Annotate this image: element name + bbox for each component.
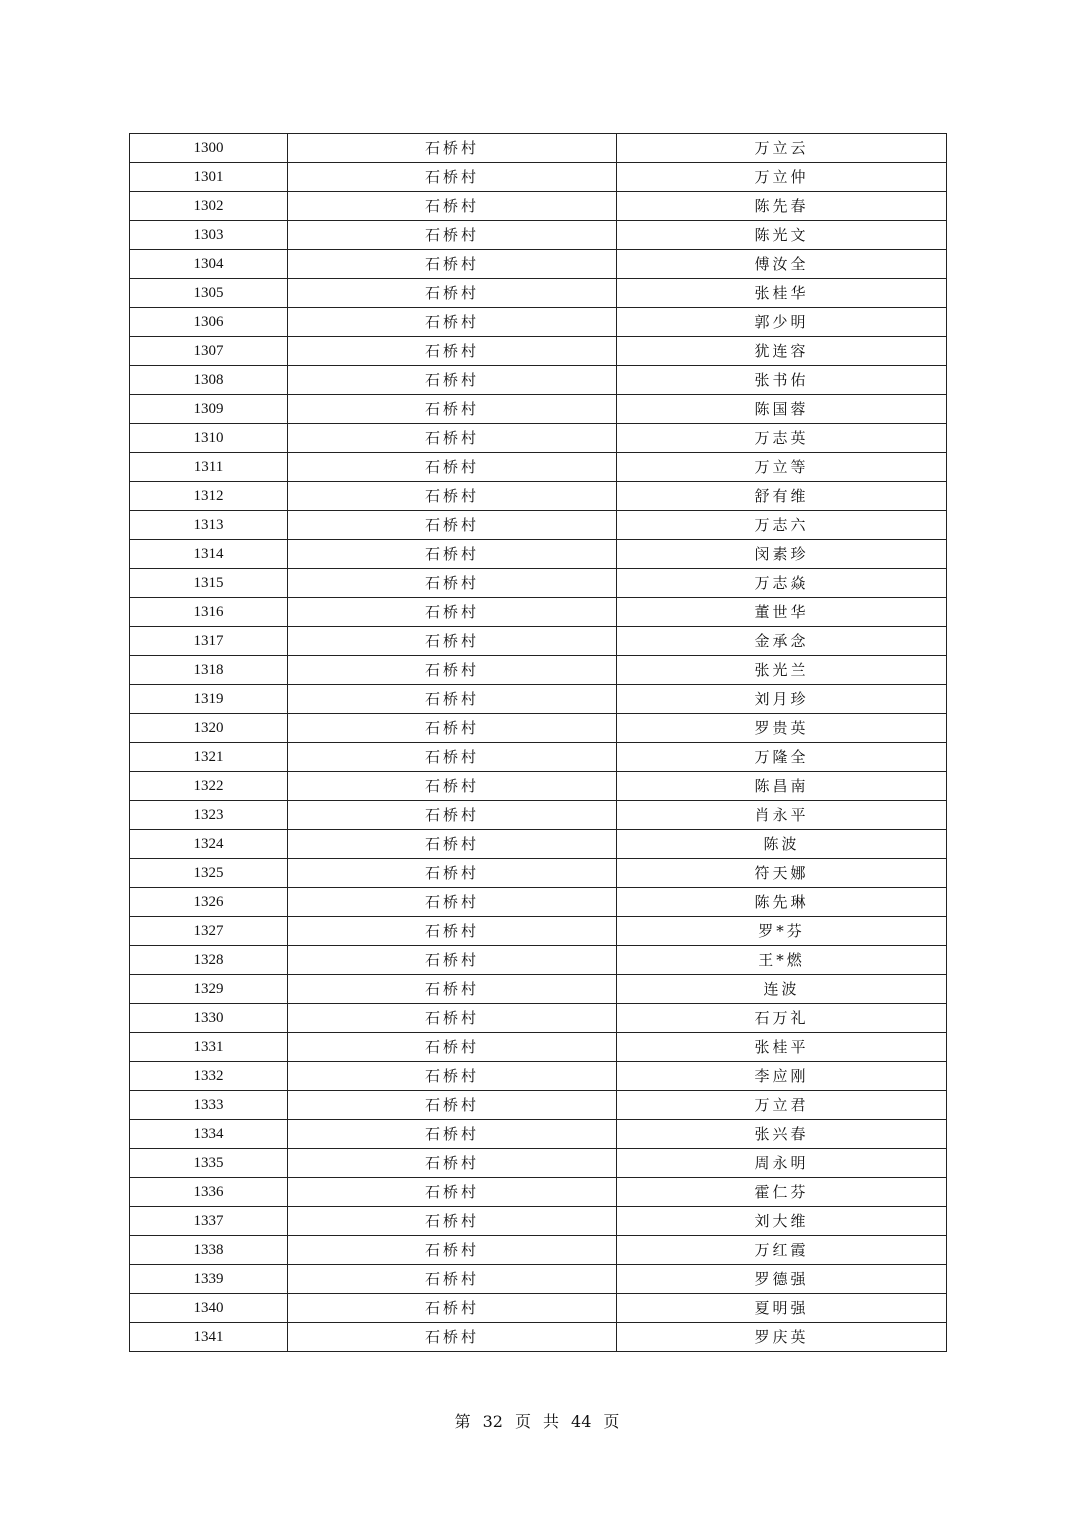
table-row — [130, 134, 947, 163]
row-number-cell: 1321 — [130, 743, 288, 772]
name-cell: 张桂平 — [617, 1033, 947, 1062]
table-row — [130, 511, 947, 540]
row-number-cell: 1326 — [130, 888, 288, 917]
table-row — [130, 975, 947, 1004]
table-row — [130, 743, 947, 772]
name-cell: 陈光文 — [617, 221, 947, 250]
village-cell: 石桥村 — [288, 366, 617, 395]
village-cell: 石桥村 — [288, 1033, 617, 1062]
table-row — [130, 192, 947, 221]
footer-suffix: 页 — [603, 1412, 620, 1431]
village-cell: 石桥村 — [288, 569, 617, 598]
footer-prefix: 第 — [454, 1412, 471, 1431]
row-number-cell: 1301 — [130, 163, 288, 192]
village-cell: 石桥村 — [288, 134, 617, 163]
footer-total-pages: 44 — [571, 1412, 592, 1431]
village-cell: 石桥村 — [288, 192, 617, 221]
row-number-cell: 1310 — [130, 424, 288, 453]
row-number-cell: 1324 — [130, 830, 288, 859]
row-number-cell: 1333 — [130, 1091, 288, 1120]
name-cell: 万红霞 — [617, 1236, 947, 1265]
table-row — [130, 888, 947, 917]
village-cell: 石桥村 — [288, 830, 617, 859]
table-row — [130, 714, 947, 743]
row-number-cell: 1300 — [130, 134, 288, 163]
table-row — [130, 1033, 947, 1062]
village-cell: 石桥村 — [288, 859, 617, 888]
table-row — [130, 917, 947, 946]
village-cell: 石桥村 — [288, 714, 617, 743]
row-number-cell: 1323 — [130, 801, 288, 830]
row-number-cell: 1330 — [130, 1004, 288, 1033]
roster-table-body — [130, 134, 947, 1352]
village-cell: 石桥村 — [288, 308, 617, 337]
row-number-cell: 1325 — [130, 859, 288, 888]
village-cell: 石桥村 — [288, 482, 617, 511]
table-row — [130, 1178, 947, 1207]
table-row — [130, 163, 947, 192]
row-number-cell: 1306 — [130, 308, 288, 337]
table-row — [130, 1294, 947, 1323]
row-number-cell: 1303 — [130, 221, 288, 250]
name-cell: 罗贵英 — [617, 714, 947, 743]
village-cell: 石桥村 — [288, 743, 617, 772]
name-cell: 石万礼 — [617, 1004, 947, 1033]
row-number-cell: 1341 — [130, 1323, 288, 1352]
row-number-cell: 1334 — [130, 1120, 288, 1149]
row-number-cell: 1308 — [130, 366, 288, 395]
name-cell: 霍仁芬 — [617, 1178, 947, 1207]
row-number-cell: 1320 — [130, 714, 288, 743]
table-row — [130, 308, 947, 337]
row-number-cell: 1316 — [130, 598, 288, 627]
village-cell: 石桥村 — [288, 337, 617, 366]
village-cell: 石桥村 — [288, 946, 617, 975]
village-cell: 石桥村 — [288, 511, 617, 540]
table-row — [130, 1265, 947, 1294]
row-number-cell: 1328 — [130, 946, 288, 975]
village-cell: 石桥村 — [288, 540, 617, 569]
village-cell: 石桥村 — [288, 1236, 617, 1265]
row-number-cell: 1313 — [130, 511, 288, 540]
row-number-cell: 1315 — [130, 569, 288, 598]
row-number-cell: 1314 — [130, 540, 288, 569]
village-cell: 石桥村 — [288, 888, 617, 917]
table-row — [130, 424, 947, 453]
row-number-cell: 1318 — [130, 656, 288, 685]
village-cell: 石桥村 — [288, 627, 617, 656]
row-number-cell: 1340 — [130, 1294, 288, 1323]
row-number-cell: 1329 — [130, 975, 288, 1004]
table-row — [130, 656, 947, 685]
village-cell: 石桥村 — [288, 772, 617, 801]
row-number-cell: 1331 — [130, 1033, 288, 1062]
table-row — [130, 1323, 947, 1352]
footer-total-prefix: 共 — [543, 1412, 560, 1431]
name-cell: 舒有维 — [617, 482, 947, 511]
name-cell: 金承念 — [617, 627, 947, 656]
village-cell: 石桥村 — [288, 1294, 617, 1323]
row-number-cell: 1339 — [130, 1265, 288, 1294]
name-cell: 符天娜 — [617, 859, 947, 888]
name-cell: 肖永平 — [617, 801, 947, 830]
name-cell: 周永明 — [617, 1149, 947, 1178]
name-cell: 万立等 — [617, 453, 947, 482]
village-cell: 石桥村 — [288, 453, 617, 482]
table-row — [130, 1207, 947, 1236]
village-cell: 石桥村 — [288, 801, 617, 830]
village-cell: 石桥村 — [288, 1207, 617, 1236]
table-row — [130, 772, 947, 801]
name-cell: 万志六 — [617, 511, 947, 540]
table-row — [130, 337, 947, 366]
table-row — [130, 1120, 947, 1149]
name-cell: 闵素珍 — [617, 540, 947, 569]
table-row — [130, 830, 947, 859]
table-row — [130, 1004, 947, 1033]
village-cell: 石桥村 — [288, 1004, 617, 1033]
table-row — [130, 1062, 947, 1091]
village-cell: 石桥村 — [288, 656, 617, 685]
village-cell: 石桥村 — [288, 975, 617, 1004]
table-row — [130, 1091, 947, 1120]
row-number-cell: 1311 — [130, 453, 288, 482]
name-cell: 李应刚 — [617, 1062, 947, 1091]
table-row — [130, 859, 947, 888]
village-cell: 石桥村 — [288, 163, 617, 192]
row-number-cell: 1335 — [130, 1149, 288, 1178]
name-cell: 万志焱 — [617, 569, 947, 598]
village-cell: 石桥村 — [288, 279, 617, 308]
name-cell: 刘月珍 — [617, 685, 947, 714]
village-cell: 石桥村 — [288, 685, 617, 714]
name-cell: 陈先琳 — [617, 888, 947, 917]
village-cell: 石桥村 — [288, 1091, 617, 1120]
row-number-cell: 1309 — [130, 395, 288, 424]
table-row — [130, 801, 947, 830]
name-cell: 陈波 — [617, 830, 947, 859]
table-row — [130, 627, 947, 656]
name-cell: 陈国蓉 — [617, 395, 947, 424]
village-cell: 石桥村 — [288, 395, 617, 424]
row-number-cell: 1307 — [130, 337, 288, 366]
name-cell: 夏明强 — [617, 1294, 947, 1323]
row-number-cell: 1312 — [130, 482, 288, 511]
row-number-cell: 1337 — [130, 1207, 288, 1236]
name-cell: 郭少明 — [617, 308, 947, 337]
name-cell: 陈昌南 — [617, 772, 947, 801]
row-number-cell: 1332 — [130, 1062, 288, 1091]
village-cell: 石桥村 — [288, 917, 617, 946]
table-row — [130, 598, 947, 627]
name-cell: 罗庆英 — [617, 1323, 947, 1352]
name-cell: 张兴春 — [617, 1120, 947, 1149]
village-cell: 石桥村 — [288, 1149, 617, 1178]
name-cell: 董世华 — [617, 598, 947, 627]
village-cell: 石桥村 — [288, 1120, 617, 1149]
name-cell: 万隆全 — [617, 743, 947, 772]
footer-page-word: 页 — [514, 1412, 531, 1431]
row-number-cell: 1305 — [130, 279, 288, 308]
name-cell: 连波 — [617, 975, 947, 1004]
village-cell: 石桥村 — [288, 1323, 617, 1352]
table-row — [130, 482, 947, 511]
village-cell: 石桥村 — [288, 1178, 617, 1207]
row-number-cell: 1317 — [130, 627, 288, 656]
village-cell: 石桥村 — [288, 250, 617, 279]
table-row — [130, 540, 947, 569]
table-row — [130, 453, 947, 482]
name-cell: 罗*芬 — [617, 917, 947, 946]
table-row — [130, 1149, 947, 1178]
table-row — [130, 366, 947, 395]
page-footer — [0, 1409, 1074, 1432]
name-cell: 万立君 — [617, 1091, 947, 1120]
table-row — [130, 250, 947, 279]
name-cell: 万志英 — [617, 424, 947, 453]
row-number-cell: 1302 — [130, 192, 288, 221]
name-cell: 张桂华 — [617, 279, 947, 308]
roster-table — [129, 133, 947, 1352]
name-cell: 傅汝全 — [617, 250, 947, 279]
row-number-cell: 1336 — [130, 1178, 288, 1207]
name-cell: 王*燃 — [617, 946, 947, 975]
table-row — [130, 1236, 947, 1265]
row-number-cell: 1327 — [130, 917, 288, 946]
village-cell: 石桥村 — [288, 598, 617, 627]
table-row — [130, 685, 947, 714]
row-number-cell: 1304 — [130, 250, 288, 279]
table-row — [130, 279, 947, 308]
name-cell: 张光兰 — [617, 656, 947, 685]
row-number-cell: 1319 — [130, 685, 288, 714]
village-cell: 石桥村 — [288, 424, 617, 453]
village-cell: 石桥村 — [288, 1062, 617, 1091]
village-cell: 石桥村 — [288, 221, 617, 250]
name-cell: 陈先春 — [617, 192, 947, 221]
footer-current-page: 32 — [482, 1412, 503, 1431]
name-cell: 万立仲 — [617, 163, 947, 192]
table-row — [130, 221, 947, 250]
name-cell: 犹连容 — [617, 337, 947, 366]
row-number-cell: 1322 — [130, 772, 288, 801]
name-cell: 刘大维 — [617, 1207, 947, 1236]
table-row — [130, 946, 947, 975]
name-cell: 张书佑 — [617, 366, 947, 395]
table-row — [130, 395, 947, 424]
name-cell: 罗德强 — [617, 1265, 947, 1294]
name-cell: 万立云 — [617, 134, 947, 163]
row-number-cell: 1338 — [130, 1236, 288, 1265]
village-cell: 石桥村 — [288, 1265, 617, 1294]
table-row — [130, 569, 947, 598]
